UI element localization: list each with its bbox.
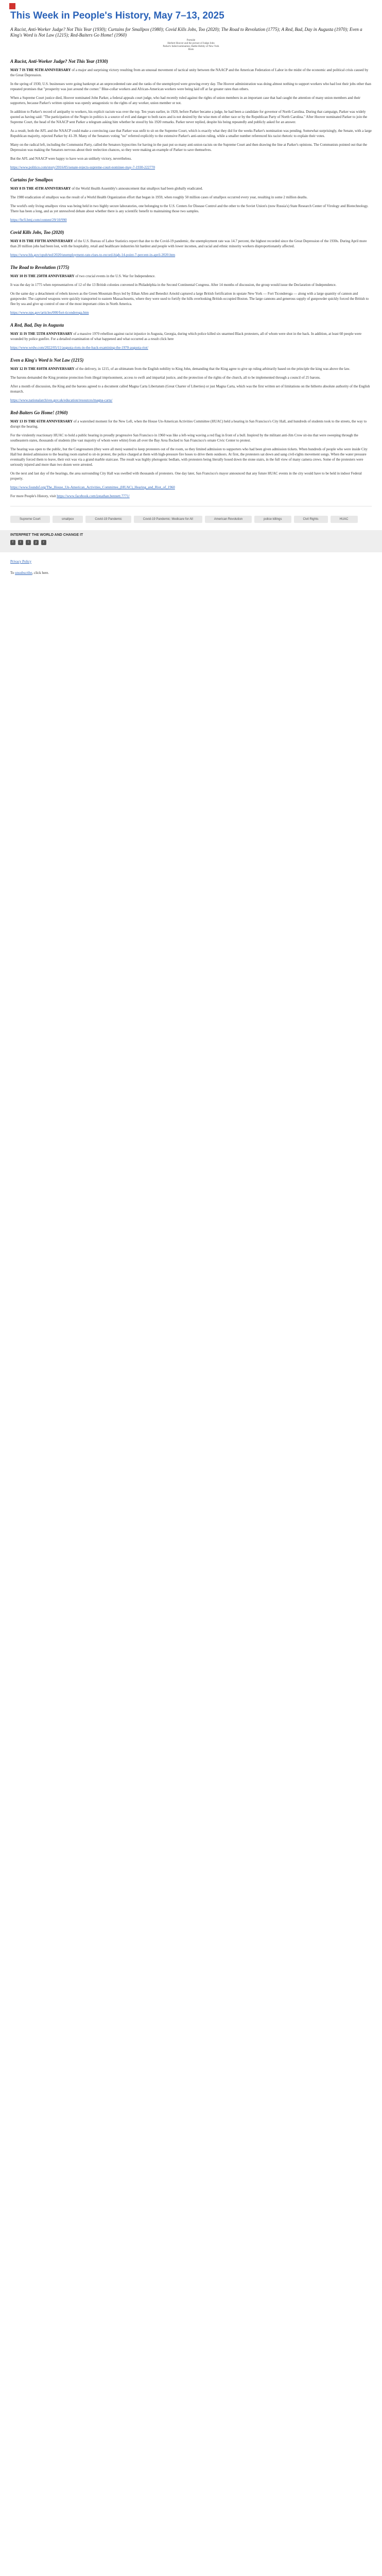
paragraph-text: The 1980 eradication of smallpox was the result of a World Health Organization effort that began in 1959, when roughly 50 million cases of smallpox occurred every year, resulting in some 2 million deaths. xyxy=(10,195,308,199)
story-heading: Even a King's Word is Not Law (1215) xyxy=(10,358,84,363)
footer-bar xyxy=(0,530,382,552)
unsubscribe-suffix: , click here. xyxy=(32,571,49,575)
paragraph-text: of a major and surprising victory resulting from an unusual movement of tactical unity between the NAACP and the American Federation of Labor in the midst of the economic and political crisis caused by the Great Depression. xyxy=(10,68,369,77)
story-section xyxy=(10,323,372,350)
tag-chip[interactable]: Covid-19 Pandemic xyxy=(85,516,131,523)
anniversary-lead: MAY 12 IS THE 810TH ANNIVERSARY xyxy=(10,367,75,371)
story-source-link[interactable]: https://www.nps.gov/articles/000/fort-ticonderoga.htm xyxy=(10,311,89,315)
story-paragraph xyxy=(10,366,372,371)
story-paragraph xyxy=(10,109,372,125)
story-paragraph xyxy=(10,81,372,92)
paragraph-text: The hearing was open to the public, but the Congressmen (they were all men) wanted to keep protesters out of the room, so they limited admission to supporters who had been given admission tickets. When hundreds of people who were inside City Hall but denied admission to the hearing room started to sit-in protest, the police charged at them with high-pressure fire hoses to drive them outdoors. At first, the protesters sat down and sang civil-rights movement songs. When the water pressure eventually forced them to leave, their exit was via a grand marble staircase. The result was highly photogenic bedlam, with protesters being literally hosed down the stone stairs, in the full view of many camera crews. Some of the protesters were seriously injured and more than two dozen were arrested. xyxy=(10,447,368,467)
bottom-links xyxy=(0,552,382,586)
story-paragraph xyxy=(10,291,372,307)
paragraph-text: But the AFL and NAACP were happy to have won an unlikely victory, nevertheless. xyxy=(10,157,132,161)
social-links xyxy=(10,540,372,545)
paragraph-text: The world's only living smallpox virus was being held in two highly secure laboratories, one belonging to the U.S. Centers for Disease Control and the other to the Soviet Union's (now Russia's) State Research Center of Virology and Biotechnology. There has been a long, and as yet unresolved debate about whether there is any scientific benefit to maintaining those two samples. xyxy=(10,204,369,213)
twitter-icon[interactable]: t xyxy=(18,540,23,545)
story-paragraph xyxy=(10,375,372,380)
story-section xyxy=(10,410,372,499)
caption-line: Herbert Hoover and the picture of Judge John xyxy=(167,42,215,45)
paragraph-text: As a result, both the AFL and the NAACP could make a convincing case that Parker was unfit to sit on the Supreme Court, which is exactly what they did for the weeks Parker's nomination was pending. Somewhat surprisingly, the Senate, with a large Republican majority, rejected Parker by 41-39. Many of the Senators voting "no" referred explicitly to the extensive Parker's anti-union ruling, while a smaller number referenced his racist rhetoric to explain their votes. xyxy=(10,129,372,138)
caption-line: Riots xyxy=(188,48,194,51)
story-heading: A Racist, Anti-Worker Judge? Not This Year (1930) xyxy=(10,59,108,64)
story-section xyxy=(10,358,372,403)
paragraph-text: In the spring of 1930, U.S. businesses were going bankrupt at an unprecedented rate and the ranks of the unemployed were growing every day. The Hoover administration was doing almost nothing to support workers who had lost their jobs other than repeated promises that "prosperity was just around the corner." Blue-collar workers and African-American workers were being laid off at far greater rates than others. xyxy=(10,82,371,91)
story-heading: Covid Kills Jobs, Too (2020) xyxy=(10,230,64,235)
facebook-icon[interactable]: f xyxy=(10,540,15,545)
story-paragraph xyxy=(10,156,372,161)
story-source-link[interactable]: https://bcfi.bmj.com/content/29/10/990 xyxy=(10,218,67,222)
anniversary-lead: MAY 11 IS THE 55TH ANNIVERSARY xyxy=(10,332,73,336)
paragraph-text: When a Supreme Court justice died, Hoover nominated John Parker, a federal appeals court judge, who had recently ruled against the rights of union members in an important case that had caught the attention of many union members and their supporters, because Parker's written opinion was openly antagonistic to the rights of any worker, union member or not. xyxy=(10,96,361,105)
paragraph-text: After a month of discussion, the King and the barons agreed to a document called Magna Carta Libertatum (Great Charter of Liberties) or just Magna Carta, which was the first written set of limitations on the hitherto absolute authority of the English monarch. xyxy=(10,384,370,394)
anniversary-lead: MAY 10 IS THE 250TH ANNIVERSARY xyxy=(10,274,75,278)
paragraph-text: of the World Health Assembly's announcement that smallpox had been globally eradicated. xyxy=(71,187,203,191)
tag-chip[interactable]: HUAC xyxy=(331,516,358,523)
anniversary-lead: MAY 7 IS THE 95TH ANNIVERSARY xyxy=(10,68,71,72)
instagram-icon[interactable]: i xyxy=(26,540,31,545)
tag-chip[interactable]: Civil Rights xyxy=(294,516,328,523)
paragraph-text: The barons demanded the King promise protection from illegal imprisonment, access to swift and impartial justice, and the protection of the rights of the church, all to be implemented through a council of 25 barons. xyxy=(10,376,321,380)
story-paragraph xyxy=(10,142,372,152)
story-section xyxy=(10,59,372,170)
paragraph-text: In addition to Parker's record of antipathy to workers, his explicit racism was over the top. Ten years earlier, in 1920, before Parker became a judge, he had been a candidate for governor of North Carolina. During that campaign, Parker was widely quoted as having said: "The participation of the Negro in politics is a source of evil and danger to both races and is not desired by the wise men of either race or by the Republican Party of North Carolina." After Hoover nominated Parker to join the Supreme Court, the head of the NAACP sent Parker a telegram asking him whether he stood by his 1920 remarks. Parker never replied, despite his being repeatedly and publicly asked for an answer. xyxy=(10,110,368,124)
rss-icon[interactable]: r xyxy=(41,540,46,545)
story-paragraph xyxy=(10,239,372,249)
anniversary-lead: MAY 8 IS THE FIFTH ANNIVERSARY xyxy=(10,239,73,243)
paragraph-text: of a watershed moment for the New Left, when the House Un-American Activities Committee (HUAC) held a hearing in San Francisco's City Hall, and hundreds of students took to the streets, the way to disrupt the hearing. xyxy=(10,419,367,429)
tag-chip[interactable]: American Revolution xyxy=(205,516,252,523)
story-source-link[interactable]: https://www.wrdw.com/2022/05/11/augusta-riots-in-the-back-examining-the-1970-augusta-riot/ xyxy=(10,346,148,350)
story-link-row xyxy=(10,165,372,170)
story-link-row xyxy=(10,252,372,258)
story-paragraph xyxy=(10,186,372,191)
story-link-row xyxy=(10,217,372,223)
unsubscribe-link[interactable]: unsubscribe xyxy=(15,571,32,575)
story-paragraph xyxy=(10,95,372,106)
story-paragraph xyxy=(10,274,372,279)
story-paragraph xyxy=(10,384,372,394)
story-paragraph xyxy=(10,471,372,481)
story-paragraph xyxy=(10,447,372,467)
story-section xyxy=(10,230,372,258)
story-section xyxy=(10,265,372,315)
tag-chip[interactable]: Supreme Court xyxy=(10,516,50,523)
story-paragraph xyxy=(10,433,372,443)
paragraph-text: For the virulently reactionary HUAC to hold a public hearing in proudly progressive San Francisco in 1960 was like a left-wing waving a red flag in front of a bull. Inspired by the militant anti-Jim Crow sit-ins that were sweeping through the southeastern states, thousands of students (the vast majority of whom were white) from all over the Bay Area flocked to San Francisco's ornate Civic Center to protest. xyxy=(10,433,358,443)
story-paragraph xyxy=(10,282,372,287)
more-history-row xyxy=(10,494,372,499)
story-paragraph xyxy=(10,195,372,200)
privacy-policy-link[interactable]: Privacy Policy xyxy=(10,560,32,564)
caption-line: Parker's failed nomination; Battle-Hobby of New York xyxy=(163,45,219,48)
story-source-link[interactable]: https://www.foundsf.org/The_House_Un-American_Activities_Committee_(HUAC)_Hearing_and_Riot_of_1960 xyxy=(10,485,175,489)
more-history-link[interactable]: https://www.facebook.com/jonathan.bennett.7771/ xyxy=(57,494,130,498)
story-link-row xyxy=(10,310,372,315)
paragraph-text: It was the day in 1775 when representatives of 12 of the 13 British colonies convened in Philadelphia in the Second Continental Congress. After 14 months of discussion, the group would issue the Declaration of Independence. xyxy=(10,283,337,287)
paragraph-text: Many on the radical left, including the Communist Party, called the Senators hypocrites for having in the past put so many anti-union racists on the Supreme Court and then drawing the line at Parker's opinions. The Communists pointed out that the Depression was making the Senators nervous about their reelection chances, so they were making an example of Parker to save themselves. xyxy=(10,143,367,152)
story-link-row xyxy=(10,485,372,490)
page-title: This Week in People's History, May 7–13, 2025 xyxy=(10,10,224,21)
tag-list xyxy=(10,516,372,523)
story-paragraph xyxy=(10,128,372,139)
story-section xyxy=(10,177,372,223)
story-heading: Curtains for Smallpox xyxy=(10,177,54,182)
story-source-link[interactable]: https://www.bls.gov/opub/ted/2020/unemployment-rate-rises-to-record-high-14-point-7-percent-in-april-2020.htm xyxy=(10,253,176,257)
tag-chip[interactable]: police killings xyxy=(254,516,291,523)
story-heading: Red-Baiters Go Home! (1960) xyxy=(10,410,68,415)
image-caption xyxy=(10,39,372,52)
paragraph-text: On the next and last day of the hearings, the area surrounding City Hall was swelled with thousands of protesters. One day later, San Francisco's mayor announced that any future HUAC events in the city would have to be held in indoor Federal property. xyxy=(10,471,362,481)
youtube-icon[interactable]: y xyxy=(33,540,39,545)
tag-chip[interactable]: Covid-19 Pandemic: Medicare for All xyxy=(134,516,202,523)
story-heading: A Red, Bad, Day in Augusta xyxy=(10,323,64,328)
story-source-link[interactable]: https://www.politico.com/story/2016/05/senate-rejects-supreme-court-nominee-may-7-1930-222770 xyxy=(10,165,155,170)
unsubscribe-prefix: To xyxy=(10,571,15,575)
paragraph-text: of two crucial events in the U.S. War for Independence. xyxy=(74,274,155,278)
story-paragraph xyxy=(10,67,372,78)
more-history-label: For more People's History, visit xyxy=(10,494,56,498)
paragraph-text: On the same day a detachment of rebels known as the Green Mountain Boys led by Ethan Allen and Benedict Arnold captured a large British fortification in upstate New York — Fort Ticonderoga — along with a large quantity of cannon and gunpowder. The captured weapons were quickly transported to eastern Massachusetts, where they were used to fortify the hills overlooking British-occupied Boston. The large cannons and generous supply of gunpowder quickly forced the British to flee by sea and give up control of one of the most important cities in North America. xyxy=(10,292,369,306)
caption-line: Portside xyxy=(186,39,196,42)
anniversary-lead: MAY 13 IS THE 65TH ANNIVERSARY xyxy=(10,419,73,423)
story-link-row xyxy=(10,398,372,403)
paragraph-text: of the U.S. Bureau of Labor Statistics report that due to the Covid-19 pandemic, the unemployment rate was 14.7 percent, the highest recorded since the Great Depression of the 1930s. During April more than 20 million jobs had been lost, with the hospitality, retail and healthcare industries hit hardest and people with lower incomes, and racial and ethnic minority workers disproportionately affected. xyxy=(10,239,367,248)
portside-logo-icon[interactable] xyxy=(9,3,15,9)
story-paragraph xyxy=(10,419,372,429)
footer-tagline: INTERPRET THE WORLD AND CHANGE IT xyxy=(10,533,83,537)
story-heading: The Road to Revolution (1775) xyxy=(10,265,70,270)
stories-list xyxy=(10,59,372,499)
page-subtitle: A Racist, Anti-Worker Judge? Not This Year (1930); Curtains for Smallpox (1980); Covid Kills Jobs, Too (2020); The Road to Revolution (1775); A Red, Bad, Day in Augusta (1970); Even a King's Word is Not Law (1215); Red-Baiters Go Home! (1960) xyxy=(10,27,362,38)
paragraph-text: of a massive 1970 rebellion against racist injustice in Augusta, Georgia, during which police killed six unarmed Black protesters, all of whom were shot in the back. In addition, at least 60 people were wounded by police gunfire. For a detailed examination of what happened and what occurred as a result click here xyxy=(10,332,362,341)
paragraph-text: of the delivery, in 1215, of an ultimatum from the English nobility to King John, demanding that the King agree to give up ruling arbitrarily based on the principle the king was above the law. xyxy=(74,367,351,371)
story-link-row xyxy=(10,345,372,350)
story-paragraph xyxy=(10,331,372,342)
unsubscribe-text xyxy=(10,570,372,576)
story-paragraph xyxy=(10,204,372,214)
newsletter-page xyxy=(0,0,382,586)
story-source-link[interactable]: https://www.nationalarchives.gov.uk/education/resources/magna-carta/ xyxy=(10,398,113,402)
tag-chip[interactable]: smallpox xyxy=(53,516,83,523)
anniversary-lead: MAY 8 IS THE 45TH ANNIVERSARY xyxy=(10,187,71,191)
main-content xyxy=(0,3,382,523)
